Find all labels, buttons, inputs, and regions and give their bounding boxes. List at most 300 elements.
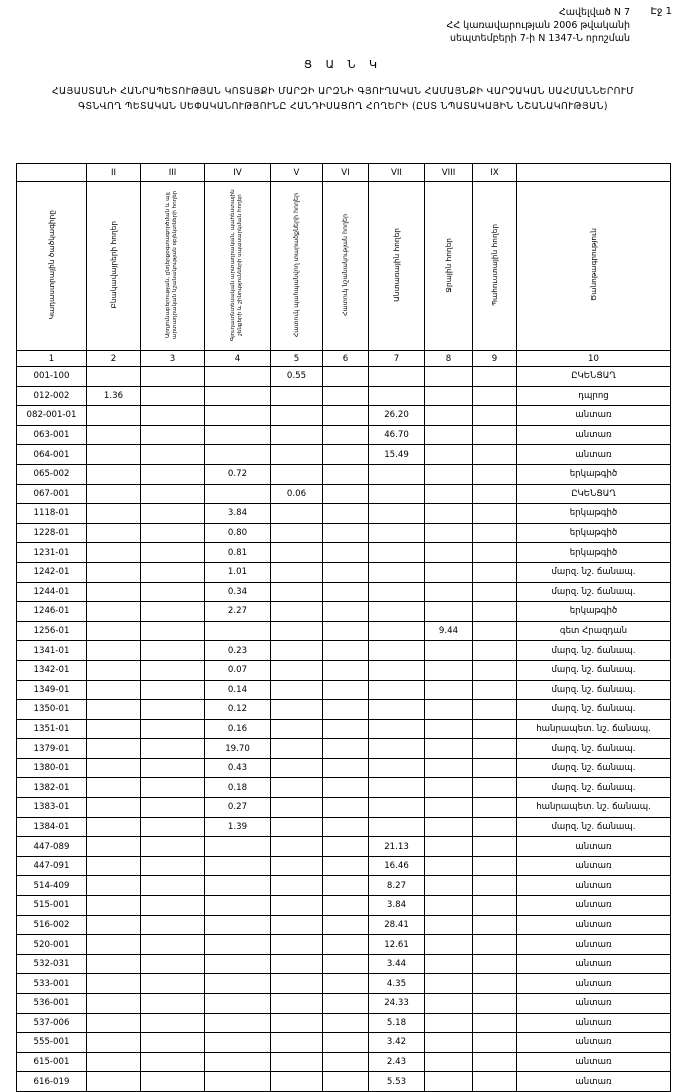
cell-special [323,602,369,622]
table-row [17,562,671,582]
cell-cadastral-code: 447-091 [17,856,87,876]
roman-col-10 [517,164,671,182]
cell-settlement [87,562,141,582]
cell-industrial [141,974,205,994]
cell-industrial [141,464,205,484]
cell-cadastral-code: 1380-01 [17,758,87,778]
cell-special [323,994,369,1014]
cell-settlement [87,954,141,974]
cell-reserve [473,543,517,563]
table-row [17,582,671,602]
cell-cadastral-code: 1349-01 [17,680,87,700]
cell-special [323,543,369,563]
cell-cadastral-code: 1341-01 [17,641,87,661]
cell-settlement [87,994,141,1014]
cell-note: անտառ [517,837,671,857]
cell-industrial [141,386,205,406]
annex-reference [330,6,630,45]
cell-reserve [473,562,517,582]
cell-agricultural [205,915,271,935]
cell-cadastral-code: 615-001 [17,1052,87,1072]
roman-col-1 [17,164,87,182]
cell-protected [271,523,323,543]
cell-industrial [141,406,205,426]
cell-settlement [87,739,141,759]
cell-industrial [141,621,205,641]
cell-agricultural: 1.01 [205,562,271,582]
cell-cadastral-code: 537-006 [17,1013,87,1033]
cell-note: հանրապետ. նշ. ճանապ. [517,798,671,818]
cell-water [425,935,473,955]
cell-industrial [141,484,205,504]
cell-agricultural [205,425,271,445]
cell-industrial [141,543,205,563]
cell-water [425,1052,473,1072]
cell-cadastral-code: 012-002 [17,386,87,406]
cell-protected [271,856,323,876]
cell-industrial [141,1072,205,1092]
cell-note: անտառ [517,954,671,974]
table-row [17,425,671,445]
cell-settlement [87,621,141,641]
cell-protected [271,817,323,837]
cell-note: գետ Հրազդան [517,621,671,641]
cell-agricultural [205,484,271,504]
table-row [17,758,671,778]
table-row [17,484,671,504]
roman-col-7: VII [369,164,425,182]
cell-note: անտառ [517,935,671,955]
cell-note: մարզ. նշ. ճանապ. [517,582,671,602]
cell-industrial [141,680,205,700]
cell-special [323,504,369,524]
cell-forest [369,680,425,700]
cell-reserve [473,641,517,661]
cell-special [323,915,369,935]
table-row [17,700,671,720]
cell-protected [271,562,323,582]
cell-water [425,484,473,504]
table-row [17,464,671,484]
table-header-row [17,182,671,351]
header-agricultural-service-lands-label: Գյուղատնտեսական արտադրական, պահեստային շենքերի և շինությունների սպասարկման հողեր [230,189,244,341]
cell-special [323,523,369,543]
cell-settlement [87,817,141,837]
table-row [17,1052,671,1072]
cell-cadastral-code: 1350-01 [17,700,87,720]
table-row [17,798,671,818]
cell-forest [369,719,425,739]
cell-industrial [141,994,205,1014]
roman-col-4: IV [205,164,271,182]
cell-forest [369,602,425,622]
table-row [17,817,671,837]
cell-note: անտառ [517,994,671,1014]
cell-reserve [473,1072,517,1092]
header-water-lands [425,182,473,351]
cell-forest [369,798,425,818]
cell-protected [271,935,323,955]
cell-forest [369,758,425,778]
cell-reserve [473,739,517,759]
cell-note: անտառ [517,445,671,465]
cell-settlement [87,504,141,524]
cell-protected [271,798,323,818]
cell-special [323,700,369,720]
roman-col-5: V [271,164,323,182]
cell-agricultural: 0.07 [205,660,271,680]
table-row [17,954,671,974]
cell-note: անտառ [517,856,671,876]
cell-agricultural: 0.14 [205,680,271,700]
table-row [17,974,671,994]
cell-water [425,739,473,759]
cell-forest: 46.70 [369,425,425,445]
cell-settlement [87,1013,141,1033]
roman-col-8: VIII [425,164,473,182]
cell-cadastral-code: 082-001-01 [17,406,87,426]
cell-cadastral-code: 616-019 [17,1072,87,1092]
cell-special [323,1033,369,1053]
header-forest-lands [369,182,425,351]
cell-special [323,484,369,504]
cell-industrial [141,778,205,798]
cell-settlement [87,445,141,465]
cell-reserve [473,700,517,720]
document-subtitle: ՀԱՅԱՍՏԱՆԻ ՀԱՆՐԱՊԵՏՈՒԹՅԱՆ ԿՈՏԱՅՔԻ ՄԱՐԶԻ ԱՐԶՆԻ ԳՅՈՒՂԱԿԱՆ ՀԱՄԱՅՆՔԻ ՎԱՐՉԱԿԱՆ ՍԱՀՄԱՆՆԵՐՈՒՄ ԳՏՆՎՈՂ ՊԵՏԱԿԱՆ ՍԵՓԱԿԱՆՈՒԹՅՈՒՆԸ ՀԱՆԴԻՍԱՑՈՂ ՀՈՂԵՐԻ (ԸՍՏ ՆՊԱՏԱԿԱՅԻՆ ՆՇԱՆԱԿՈՒԹՅԱՆ) [51,86,635,112]
cell-protected [271,464,323,484]
header-special-purpose-lands-label: Հատուկ նշանակության հողեր [341,213,349,317]
header-water-lands-label: Ջրային հողեր [443,237,453,293]
roman-col-6: VI [323,164,369,182]
cell-agricultural: 0.72 [205,464,271,484]
cell-water [425,974,473,994]
cell-forest: 16.46 [369,856,425,876]
cell-protected [271,719,323,739]
cell-forest [369,660,425,680]
cell-agricultural [205,386,271,406]
cell-protected [271,504,323,524]
cell-cadastral-code: 514-409 [17,876,87,896]
cell-industrial [141,817,205,837]
cell-note: անտառ [517,876,671,896]
cell-settlement [87,719,141,739]
cell-note: մարզ. նշ. ճանապ. [517,660,671,680]
cell-protected [271,543,323,563]
cell-settlement: 1.36 [87,386,141,406]
cell-special [323,935,369,955]
cell-industrial [141,641,205,661]
cell-settlement [87,700,141,720]
cell-water [425,582,473,602]
land-registry-table-wrapper [16,163,670,1092]
cell-reserve [473,582,517,602]
cell-agricultural: 0.16 [205,719,271,739]
cell-forest [369,621,425,641]
cell-reserve [473,1013,517,1033]
cell-note: դպրոց [517,386,671,406]
cell-reserve [473,660,517,680]
cell-protected [271,778,323,798]
cell-settlement [87,837,141,857]
cell-forest: 8.27 [369,876,425,896]
cell-forest: 5.53 [369,1072,425,1092]
cell-reserve [473,974,517,994]
cell-reserve [473,425,517,445]
cell-water [425,504,473,524]
header-settlement-lands [87,182,141,351]
cell-reserve [473,621,517,641]
cell-cadastral-code: 1242-01 [17,562,87,582]
cell-special [323,562,369,582]
cell-settlement [87,856,141,876]
cell-protected [271,602,323,622]
table-row [17,367,671,387]
cell-protected [271,660,323,680]
header-cadastral-code [17,182,87,351]
cell-industrial [141,739,205,759]
cell-water [425,856,473,876]
cell-cadastral-code: 1342-01 [17,660,87,680]
colnum-2: 2 [87,351,141,367]
cell-agricultural [205,406,271,426]
cell-protected [271,739,323,759]
cell-note: մարզ. նշ. ճանապ. [517,680,671,700]
table-row [17,621,671,641]
cell-forest [369,386,425,406]
table-body [17,367,671,1092]
document-title: Ց Ա Ն Կ [303,58,383,71]
table-row [17,739,671,759]
colnum-1: 1 [17,351,87,367]
cell-agricultural [205,1052,271,1072]
cell-protected [271,700,323,720]
cell-special [323,1052,369,1072]
cell-water [425,778,473,798]
cell-industrial [141,582,205,602]
header-notes-label: Ծանոթագրություն [588,228,598,302]
cell-settlement [87,876,141,896]
cell-industrial [141,876,205,896]
cell-protected [271,954,323,974]
cell-settlement [87,523,141,543]
cell-note: անտառ [517,425,671,445]
table-row [17,602,671,622]
cell-water [425,954,473,974]
cell-water [425,700,473,720]
cell-special [323,680,369,700]
cell-water [425,406,473,426]
cell-industrial [141,1013,205,1033]
cell-settlement [87,1033,141,1053]
cell-forest: 26.20 [369,406,425,426]
cell-reserve [473,935,517,955]
table-row [17,445,671,465]
table-row [17,406,671,426]
table-row [17,1033,671,1053]
cell-protected [271,1033,323,1053]
header-cadastral-code-label: Կադաստրային ծածկագիրը [46,210,56,320]
table-row [17,680,671,700]
cell-water [425,445,473,465]
cell-reserve [473,778,517,798]
cell-agricultural: 0.23 [205,641,271,661]
cell-note: անտառ [517,915,671,935]
cell-water [425,660,473,680]
cell-cadastral-code: 1382-01 [17,778,87,798]
colnum-9: 9 [473,351,517,367]
cell-forest: 5.18 [369,1013,425,1033]
cell-protected [271,425,323,445]
cell-agricultural [205,837,271,857]
cell-industrial [141,602,205,622]
cell-note: մարզ. նշ. ճանապ. [517,562,671,582]
cell-forest: 4.35 [369,974,425,994]
cell-special [323,954,369,974]
cell-cadastral-code: 067-001 [17,484,87,504]
cell-cadastral-code: 001-100 [17,367,87,387]
cell-agricultural: 0.43 [205,758,271,778]
cell-note: մարզ. նշ. ճանապ. [517,641,671,661]
cell-cadastral-code: 536-001 [17,994,87,1014]
header-forest-lands-label: Անտառային հողեր [391,228,401,302]
cell-agricultural [205,896,271,916]
cell-note: մարզ. նշ. ճանապ. [517,778,671,798]
cell-reserve [473,954,517,974]
table-row [17,543,671,563]
cell-industrial [141,1033,205,1053]
cell-note: անտառ [517,1072,671,1092]
header-settlement-lands-label: Բնակավայրերի հողեր [108,221,118,309]
cell-water [425,543,473,563]
cell-protected [271,621,323,641]
cell-note: երկաթգիծ [517,504,671,524]
cell-reserve [473,896,517,916]
colnum-5: 5 [271,351,323,367]
cell-agricultural [205,935,271,955]
table-row [17,504,671,524]
cell-special [323,621,369,641]
cell-settlement [87,406,141,426]
header-special-purpose-lands [323,182,369,351]
cell-forest [369,739,425,759]
cell-protected [271,837,323,857]
cell-cadastral-code: 064-001 [17,445,87,465]
cell-water [425,562,473,582]
colnum-8: 8 [425,351,473,367]
cell-water [425,798,473,818]
colnum-4: 4 [205,351,271,367]
cell-agricultural: 2.27 [205,602,271,622]
annex-line-1: Հավելված N 7 [558,7,630,18]
cell-cadastral-code: 520-001 [17,935,87,955]
annex-line-3: սեպտեմբերի 7-ի N 1347-Ն որոշման [450,33,630,44]
header-agricultural-service-lands [205,182,271,351]
cell-note: մարզ. նշ. ճանապ. [517,700,671,720]
cell-agricultural [205,994,271,1014]
cell-forest: 21.13 [369,837,425,857]
cell-agricultural [205,856,271,876]
cell-special [323,1013,369,1033]
cell-note: ԸԿԵՆՑԱՂ [517,484,671,504]
table-row [17,935,671,955]
cell-protected [271,915,323,935]
cell-industrial [141,856,205,876]
cell-reserve [473,837,517,857]
cell-special [323,856,369,876]
cell-protected [271,974,323,994]
cell-industrial [141,798,205,818]
table-row [17,523,671,543]
cell-settlement [87,367,141,387]
cell-agricultural [205,1072,271,1092]
cell-water [425,1033,473,1053]
cell-special [323,719,369,739]
cell-reserve [473,406,517,426]
cell-special [323,817,369,837]
cell-water [425,817,473,837]
cell-protected [271,386,323,406]
cell-industrial [141,660,205,680]
table-row [17,994,671,1014]
cell-settlement [87,915,141,935]
cell-forest [369,582,425,602]
cell-reserve [473,876,517,896]
colnum-6: 6 [323,351,369,367]
cell-special [323,778,369,798]
cell-industrial [141,915,205,935]
colnum-10: 10 [517,351,671,367]
cell-protected [271,758,323,778]
cell-industrial [141,758,205,778]
cell-industrial [141,425,205,445]
cell-settlement [87,660,141,680]
cell-special [323,798,369,818]
cell-note: անտառ [517,1013,671,1033]
header-protected-areas [271,182,323,351]
cell-special [323,464,369,484]
table-row [17,1013,671,1033]
cell-forest: 15.49 [369,445,425,465]
cell-water: 9.44 [425,621,473,641]
cell-settlement [87,778,141,798]
page-number: Էջ 1 [650,6,672,17]
cell-reserve [473,680,517,700]
cell-cadastral-code: 065-002 [17,464,87,484]
cell-reserve [473,523,517,543]
colnum-3: 3 [141,351,205,367]
cell-note: երկաթգիծ [517,602,671,622]
table-row [17,837,671,857]
cell-settlement [87,425,141,445]
cell-note: անտառ [517,896,671,916]
cell-special [323,739,369,759]
cell-forest: 3.44 [369,954,425,974]
cell-forest: 2.43 [369,1052,425,1072]
table-row [17,778,671,798]
cell-special [323,582,369,602]
cell-industrial [141,896,205,916]
cell-industrial [141,1052,205,1072]
cell-water [425,1013,473,1033]
cell-protected [271,1072,323,1092]
table-row [17,386,671,406]
header-protected-areas-label: Հատուկ պահպանվող տարածքների հողեր [292,192,300,338]
cell-settlement [87,974,141,994]
cell-special [323,425,369,445]
cell-water [425,915,473,935]
cell-forest [369,641,425,661]
